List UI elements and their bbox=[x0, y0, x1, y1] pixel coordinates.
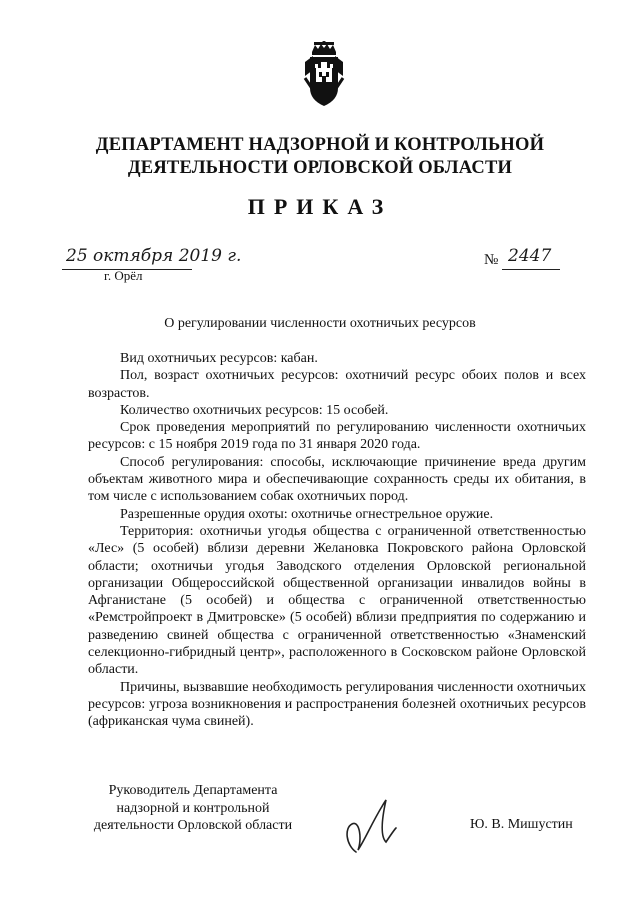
handwritten-number: 2447 bbox=[508, 246, 552, 266]
signer-position-line2: надзорной и контрольной bbox=[116, 800, 270, 816]
paragraph-quantity: Количество охотничьих ресурсов: 15 особей. bbox=[120, 402, 389, 418]
paragraph-weapons: Разрешенные орудия охоты: охотничье огнестрельное оружие. bbox=[120, 506, 494, 522]
paragraph-sex-age: Пол, возраст охотничьих ресурсов: охотничий ресурс обоих полов и всех возрастов. bbox=[88, 368, 586, 401]
number-underline bbox=[502, 269, 560, 270]
paragraph-period: Срок проведения мероприятий по регулированию численности охотничьих ресурсов: с 15 ноября 2019 года по 31 января 2020 года. bbox=[88, 420, 586, 453]
paragraph-reasons: Причины, вызвавшие необходимость регулирования численности охотничьих ресурсов: угроза возникновения и распространения болезней охотничьих ресурсов (африканская чума свиней). bbox=[88, 679, 586, 730]
number-sign: № bbox=[484, 252, 499, 268]
paragraph-resource-type: Вид охотничьих ресурсов: кабан. bbox=[120, 351, 318, 366]
department-title-line2: ДЕЯТЕЛЬНОСТИ ОРЛОВСКОЙ ОБЛАСТИ bbox=[127, 158, 513, 178]
paragraph-territory: Территория: охотничьи угодья общества с ограниченной ответственностью «Лес» (5 особей) вблизи деревни Желановка Покровского района Орловской области; охотничьи угодья Заводского отделения Орловской региональной организации Общероссийской общественной организации инвалидов войны в Афганистане (5 особей) и общества с ограниченной ответственностью «Ремстройпроект в Дмитровске» (5 особей) вблизи предприятия по содержанию и разведению свиней общества с ограниченной ответственностью «Знаменский селекционно-гибридный центр», расположенного в Сосковском районе Орловской области. bbox=[88, 523, 586, 678]
coat-of-arms-icon bbox=[301, 40, 347, 110]
document-subject: О регулировании численности охотничьих ресурсов bbox=[164, 316, 476, 331]
handwritten-signature-icon bbox=[336, 790, 406, 860]
city-label: г. Орёл bbox=[104, 268, 143, 283]
signer-name: Ю. В. Мишустин bbox=[470, 817, 573, 832]
document-type-title: ПРИКАЗ bbox=[247, 194, 393, 219]
signer-position-line3: деятельности Орловской области bbox=[93, 818, 293, 833]
signer-position bbox=[88, 782, 298, 835]
signer-position-line1: Руководитель Департамента bbox=[108, 783, 278, 798]
handwritten-date: 25 октября 2019 г. bbox=[66, 246, 242, 266]
document-body bbox=[88, 350, 586, 731]
department-title-line1: ДЕПАРТАМЕНТ НАДЗОРНОЙ И КОНТРОЛЬНОЙ bbox=[95, 135, 545, 155]
paragraph-method: Способ регулирования: способы, исключающие причинение вреда другим объектам животного мира и обеспечивающие сохранность среды их обитания, в том числе с использованием собак охотничьих пород. bbox=[88, 454, 586, 505]
